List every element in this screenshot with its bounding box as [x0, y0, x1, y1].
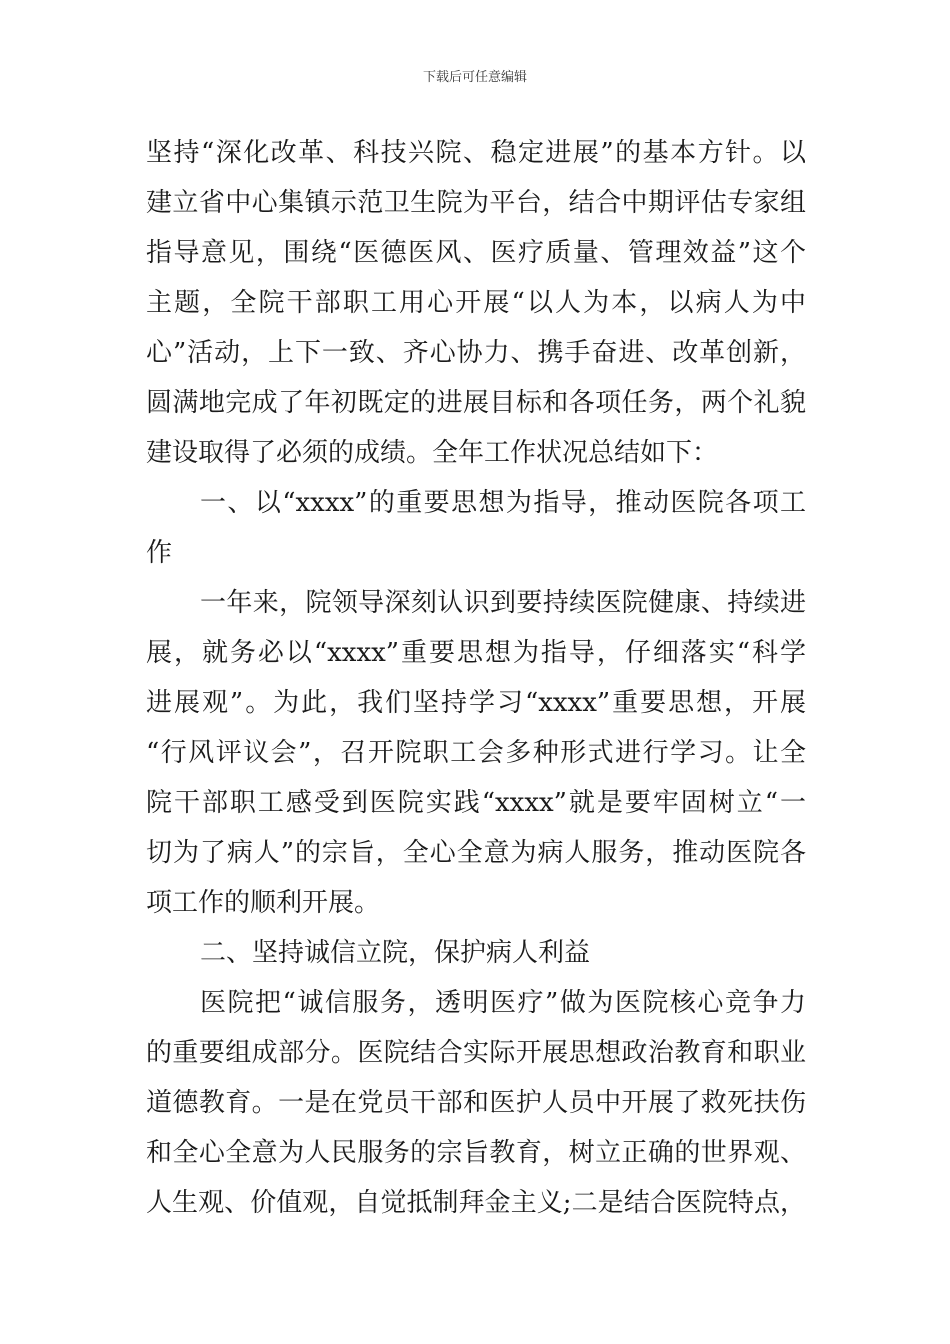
- text-line: 展，就务必以“xxxx”重要思想为指导，仔细落实“科学: [146, 638, 806, 668]
- text-line: 一年来，院领导深刻认识到要持续医院健康、持续进: [200, 588, 806, 618]
- text-line: 圆满地完成了年初既定的进展目标和各项任务，两个礼貌: [146, 388, 806, 418]
- text-line: 切为了病人”的宗旨，全心全意为病人服务，推动医院各: [146, 838, 806, 868]
- text-line: 建设取得了必须的成绩。全年工作状况总结如下：: [146, 438, 719, 468]
- text-line: 人生观、价值观，自觉抵制拜金主义;二是结合医院特点，: [146, 1188, 806, 1218]
- text-line: 的重要组成部分。医院结合实际开展思想政治教育和职业: [146, 1038, 806, 1068]
- section-heading-continued: 作: [146, 538, 173, 568]
- text-line: 指导意见，围绕“医德医风、医疗质量、管理效益”这个: [146, 238, 806, 268]
- text-line: 坚持“深化改革、科技兴院、稳定进展”的基本方针。以: [146, 138, 806, 168]
- text-line: 建立省中心集镇示范卫生院为平台，结合中期评估专家组: [146, 188, 806, 218]
- document-body: [146, 128, 806, 1228]
- text-line: 进展观”。为此，我们坚持学习“xxxx”重要思想，开展: [146, 688, 806, 718]
- text-line: 心”活动，上下一致、齐心协力、携手奋进、改革创新，: [146, 338, 806, 368]
- text-line: 医院把“诚信服务，透明医疗”做为医院核心竞争力: [200, 988, 806, 1018]
- section-heading: 一、以“xxxx”的重要思想为指导，推动医院各项工: [200, 488, 806, 518]
- text-line: 道德教育。一是在党员干部和医护人员中开展了救死扶伤: [146, 1088, 806, 1118]
- text-line: 和全心全意为人民服务的宗旨教育，树立正确的世界观、: [146, 1138, 806, 1168]
- text-line: “行风评议会”，召开院职工会多种形式进行学习。让全: [146, 738, 806, 768]
- section-heading: 二、坚持诚信立院，保护病人利益: [200, 938, 591, 968]
- text-line: 项工作的顺利开展。: [146, 888, 381, 918]
- text-line: 主题，全院干部职工用心开展“以人为本，以病人为中: [146, 288, 806, 318]
- page-header: 下载后可任意编辑: [422, 70, 527, 85]
- text-line: 院干部职工感受到医院实践“xxxx”就是要牢固树立“一: [146, 788, 806, 818]
